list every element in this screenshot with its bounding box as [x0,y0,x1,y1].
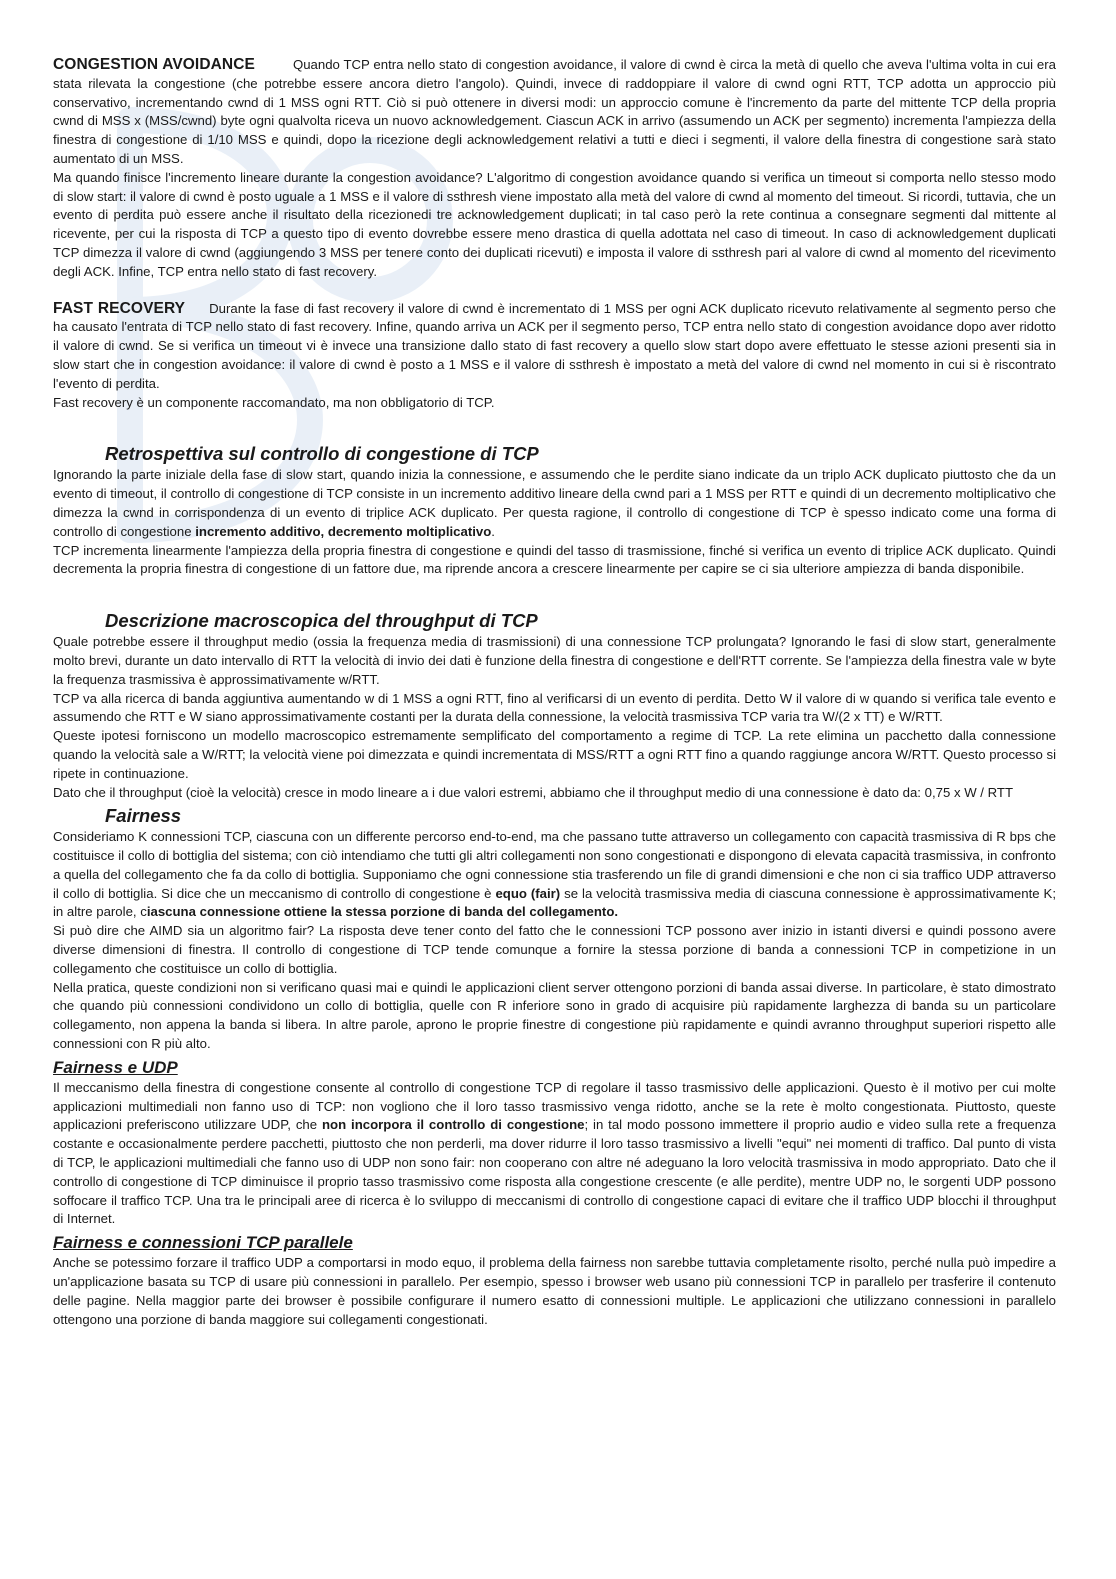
fairness-bold-share: iascuna connessione ottiene la stessa porzione di banda del collegamento. [146,904,619,920]
congestion-avoidance-text-1: Quando TCP entra nello stato di congestion avoidance, il valore di cwnd è circa la metà di quello che aveva l'ultima volta in cui era stata rilevata la congestione (che potrebbe essere ancora dietro l'angolo). Quindi, invece di raddoppiare il valore di cwnd ogni RTT, TCP adotta un approccio più conservativo, incrementando cwnd di 1 MSS ogni RTT. Ciò si può ottenere in diversi modi: un approccio comune è l'incremento da parte del mittente TCP della propria cwnd di MSS x (MSS/cwnd) byte ogni qualvolta riceva un nuovo acknowledgement. Ciascun ACK in arrivo (assumendo un ACK per segmento) incrementa l'ampiezza della finestra di congestione di 1/10 MSS e quindi, dopo la ricezione degli acknowledgement relativi a tutti e dieci i segmenti, il valore della finestra di congestione sarà stato aumentato di un MSS. [53,57,1056,166]
fast-recovery-heading: FAST RECOVERY [53,299,186,317]
fairness-udp-paragraph-1 [53,1079,1056,1229]
fairness-text-c: se la velocità trasmissiva media di ciascuna connessione è approssimativamente K; in altre parole, c [53,885,1056,920]
retrospettiva-paragraph-2: TCP incrementa linearmente l'ampiezza della propria finestra di congestione e quindi del tasso di trasmissione, finché si verifica un evento di triplice ACK duplicato. Quindi decrementa la propria finestra di congestione di un fattore due, ma riprende ancora a crescere linearmente per capire se ci sia ulteriore ampiezza di banda disponibile. [53,542,1056,577]
fairness-title: Fairness [105,805,182,827]
fairness-paragraph-1 [53,828,1056,922]
fairness-parallel-paragraph-1: Anche se potessimo forzare il traffico UDP a comportarsi in modo equo, il problema della fairness non sarebbe tuttavia completamente risolto, perché nulla può impedire a un'applicazione basata su TCP di usare più connessioni in parallelo. Per esempio, spesso i browser web usano più connessioni TCP in parallelo per trasferire il contenuto delle pagine. Nella maggior parte dei browser è possibile configurare il numero esatto di connessioni multiple. Le applicazioni che utilizzano connessioni in parallelo ottengono una porzione di banda maggiore sui collegamenti congestionati. [53,1255,1056,1327]
retrospettiva-bold: incremento additivo, decremento moltiplicativo [195,523,492,539]
congestion-avoidance-paragraph-1 [53,56,1056,169]
fast-recovery-paragraph-1 [53,300,1056,394]
fairness-text-a: Consideriamo K connessioni TCP, ciascuna con un differente percorso end-to-end, ma che passano tutte attraverso un collegamento con capacità trasmissiva di R bps che costituisce il collo di bottiglia del sistema; con ciò intendiamo che tutti gli altri collegamenti non sono congestionati e dispongono di elevata capacità trasmissiva, in confronto a quella del collegamento che fa da collo di bottiglia. Supponiamo che ogni connessione stia trasferendo un file di grandi dimensioni e che non ci sia traffico UDP attraverso il collo di bottiglia. Si dice che un meccanismo di controllo di congestione è [53,829,1056,901]
fairness-paragraph-2: Si può dire che AIMD sia un algoritmo fair? La risposta deve tener conto del fatto che le connessioni TCP possono aver inizio in istanti diversi e quindi possono avere diverse dimensioni di finestra. Il controllo di congestione di TCP tende comunque a fornire la stessa porzione di banda a connessioni TCP in competizione in un collegamento che costituisce un collo di bottiglia. [53,923,1056,976]
fairness-parallel-title: Fairness e connessioni TCP parallele [53,1233,353,1253]
throughput-paragraph-3: Queste ipotesi forniscono un modello macroscopico estremamente semplificato del comportamento a regime di TCP. La rete elimina un pacchetto dalla connessione quando la velocità sale a W/RTT; la velocità viene poi dimezzata e quindi incrementata di MSS/RTT a ogni RTT fino a quando raggiunge ancora W/RTT. Questo processo si ripete in continuazione. [53,728,1056,781]
retrospettiva-text-a: Ignorando la parte iniziale della fase di slow start, quando inizia la connessione, e assumendo che le perdite siano indicate da un triplo ACK duplicato piuttosto che da un evento di timeout, il controllo di congestione di TCP consiste in un incremento additivo lineare della cwnd pari a 1 MSS per RTT e quindi di un decremento moltiplicativo che dimezza la cwnd in corrispondenza di un evento di triplice ACK duplicato. Per questa ragione, il controllo di congestione di TCP è spesso indicato come una forma di controllo di congestione [53,467,1056,539]
fairness-udp-text-a: Il meccanismo della finestra di congestione consente al controllo di congestione TCP di regolare il tasso trasmissivo delle applicazioni. Questo è il motivo per cui molte applicazioni multimediali non fanno uso di TCP: non vogliono che il loro tasso trasmissivo venga ridotto, anche se la rete è molto congestionata. Piuttosto, queste applicazioni preferiscono utilizzare UDP, che [53,1079,1056,1133]
congestion-avoidance-paragraph-2: Ma quando finisce l'incremento lineare durante la congestion avoidance? L'algoritmo di congestion avoidance quando si verifica un timeout si comporta nello stesso modo di slow start: il valore di cwnd è posto uguale a 1 MSS e il valore di ssthresh viene impostato alla metà del valore di cwnd al momento del timeout. Si ricordi, tuttavia, che un evento di perdita può essere anche il risultato della ricezionedi tre acknowledgement duplicati; in tal caso però la rete continua a consegnare segmenti dal mittente al ricevente, per cui la risposta di TCP a questo tipo di evento dovrebbe essere meno drastica di quella adottata nel caso di timeout. In caso di acknowledgement duplicati TCP dimezza il valore di cwnd (aggiungendo 3 MSS per tenere conto dei duplicati ricevuti) e imposta il valore di ssthresh pari al valore di cwnd al momento del ricevimento degli ACK. Infine, TCP entra nello stato di fast recovery. [53,169,1056,279]
retrospettiva-text-c: . [491,523,495,539]
throughput-paragraph-1: Quale potrebbe essere il throughput medio (ossia la frequenza media di trasmissioni) di una connessione TCP prolungata? Ignorando le fasi di slow start, generalmente molto brevi, durante un dato intervallo di RTT la velocità di invio dei dati è funzione della finestra di congestione e dell'RTT corrente. Se l'ampiezza della finestra vale w byte la frequenza trasmissiva è approssimativamente w/RTT. [53,634,1056,687]
fast-recovery-text-1: Durante la fase di fast recovery il valore di cwnd è incrementato di 1 MSS per ogni ACK duplicato ricevuto relativamente al segmento perso che ha causato l'entrata di TCP nello stato di fast recovery. Infine, quando arriva un ACK per il segmento perso, TCP entra nello stato di congestion avoidance dopo aver ridotto il valore di cwnd. Se si verifica un timeout vi è invece una transizione dallo stato di fast recovery a quello slow start dopo avere effettuato le stesse azioni presenti sia in slow start che in congestion avoidance: il valore di cwnd è posto a 1 MSS e il valore di ssthresh è impostato a metà del valore di cwnd nel momento in cui si è riscontrato l'evento di perdita. [53,300,1056,391]
throughput-title: Descrizione macroscopica del throughput di TCP [105,610,538,632]
fairness-paragraph-3: Nella pratica, queste condizioni non si verificano quasi mai e quindi le applicazioni client server ottengono porzioni di banda assai diverse. In particolare, è stato dimostrato che quando più connessioni condividono un collo di bottiglia, quelle con R inferiore sono in grado di acquisire più rapidamente larghezza di banda su un particolare collegamento, non appena la banda si libera. In altre parole, aprono le proprie finestre di congestione più rapidamente e quindi avranno throughput superiori rispetto alle connessioni con R più alto. [53,979,1056,1052]
fairness-udp-title: Fairness e UDP [53,1057,178,1077]
retrospettiva-paragraph-1 [53,466,1056,541]
fairness-bold-fair: equo (fair) [495,885,561,901]
fast-recovery-paragraph-2: Fast recovery è un componente raccomandato, ma non obbligatorio di TCP. [53,394,495,410]
fairness-udp-text-c: ; in tal modo possono immettere il proprio audio e video sulla rete a frequenza costante e occasionalmente perdere pacchetti, piuttosto che non perderli, ma dover ridurre il loro tasso trasmissivo a livelli "equi" nei momenti di traffico. Dal punto di vista di TCP, le applicazioni multimediali che fanno uso di UDP non sono fair: non cooperano con altre né adeguano la loro velocità trasmissiva in modo appropriato. Dato che il controllo di congestione di TCP diminuisce il proprio tasso trasmissivo come risposta alla congestione crescente (e alle perdite), mentre UDP no, le sorgenti UDP possono soffocare il traffico TCP. Una tra le principali aree di ricerca è lo sviluppo di meccanismi di controllo di congestione capaci di evitare che il traffico UDP blocchi il throughput di Internet. [53,1117,1057,1227]
throughput-paragraph-4: Dato che il throughput (cioè la velocità) cresce in modo lineare a i due valori estremi, abbiamo che il throughput medio di una connessione è dato da: 0,75 x W / RTT [53,784,1014,800]
document-page [53,56,1056,1329]
congestion-avoidance-heading: CONGESTION AVOIDANCE [53,56,255,73]
fairness-udp-bold: non incorpora il controllo di congestione [321,1117,585,1133]
retrospettiva-title: Retrospettiva sul controllo di congestione di TCP [105,443,539,465]
throughput-paragraph-2: TCP va alla ricerca di banda aggiuntiva aumentando w di 1 MSS a ogni RTT, fino al verificarsi di un evento di perdita. Detto W il valore di w quando si verifica tale evento e assumendo che RTT e W siano approssimativamente costanti per la durata della connessione, la velocità trasmissiva TCP varia tra W/(2 x TT) e W/RTT. [53,690,1056,725]
